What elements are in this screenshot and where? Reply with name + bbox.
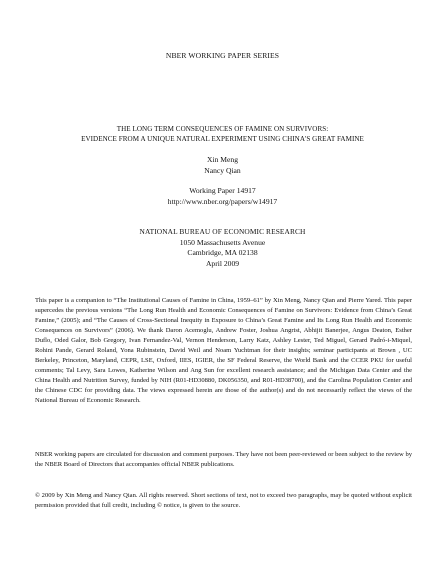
- publication-date: April 2009: [205, 258, 240, 268]
- title-line-2: EVIDENCE FROM A UNIQUE NATURAL EXPERIMENT USING CHINA'S GREAT FAMINE: [81, 135, 364, 143]
- acknowledgements-paragraph: This paper is a companion to “The Institutional Causes of Famine in China, 1959–61” by Xin Meng, Nancy Qian and Pierre Yared. This paper supercedes the previous versions “The Long Run Health and Economic Consequences of Famine on Survivors: Evidence from China’s Great Famine,” (2005); and “The Causes of Cross-Sectional Inequity in Exposure to China’s Great Famine and Its Long Run Health and Economic Consequences on Survivors” (2006). We thank Daron Acemoglu, Andrew Foster, Joshua Angrist, Abhijit Banerjee, Angus Deaton, Esther Duflo, Oded Galor, Bob Gregory, Ivan Fernandez-Val, Vernon Henderson, Larry Katz, Ashley Lester, Ted Miguel, Gerard Padró-i-Miquel, Rohini Pande, Gerard Roland, Yona Rubinstein, David Weil and Noam Yuchtman for their insights; seminar participants at Brown , UC Berkeley, Princeton, Maryland, CEPR, LSE, Oxford, IIES, IGIER, the SF Federal Reserve, the World Bank and the CCER PKU for useful comments; Tal Levy, Sara Lowes, Katherine Wilson and Ang Sun for excellent research assistance; and the Michigan Data Center and the China Health and Nutrition Survey, funded by NIH (R01-HD30880, DK056350, and R01-HD38700), and the Carolina Population Center and the Chinese CDC for providing data. The views expressed herein are those of the author(s) and do not necessarily reflect the views of the National Bureau of Economic Research.: [35, 297, 412, 405]
- series-label: NBER WORKING PAPER SERIES: [165, 51, 280, 60]
- author-name: Nancy Qian: [204, 165, 241, 175]
- institution-name: NATIONAL BUREAU OF ECONOMIC RESEARCH: [139, 227, 306, 236]
- institution-block: [0, 227, 445, 269]
- working-paper-info: [0, 186, 445, 207]
- title-line-1: THE LONG TERM CONSEQUENCES OF FAMINE ON SURVIVORS:: [116, 125, 329, 133]
- institution-address-line: 1050 Massachusetts Avenue: [179, 237, 266, 247]
- paper-title: [20, 124, 425, 144]
- institution-address-line: Cambridge, MA 02138: [187, 248, 258, 257]
- author-list: [0, 155, 445, 176]
- disclaimer-paragraph: NBER working papers are circulated for discussion and comment purposes. They have not been peer-reviewed or been subject to the review by the NBER Board of Directors that accompanies official NBER publications.: [35, 451, 412, 469]
- working-paper-url[interactable]: http://www.nber.org/papers/w14917: [167, 196, 278, 206]
- copyright-paragraph: © 2009 by Xin Meng and Nancy Qian. All rights reserved. Short sections of text, not to exceed two paragraphs, may be quoted without explicit permission provided that full credit, including © notice, is given to the source.: [35, 492, 412, 510]
- working-paper-number: Working Paper 14917: [189, 186, 256, 195]
- author-name: Xin Meng: [206, 155, 238, 164]
